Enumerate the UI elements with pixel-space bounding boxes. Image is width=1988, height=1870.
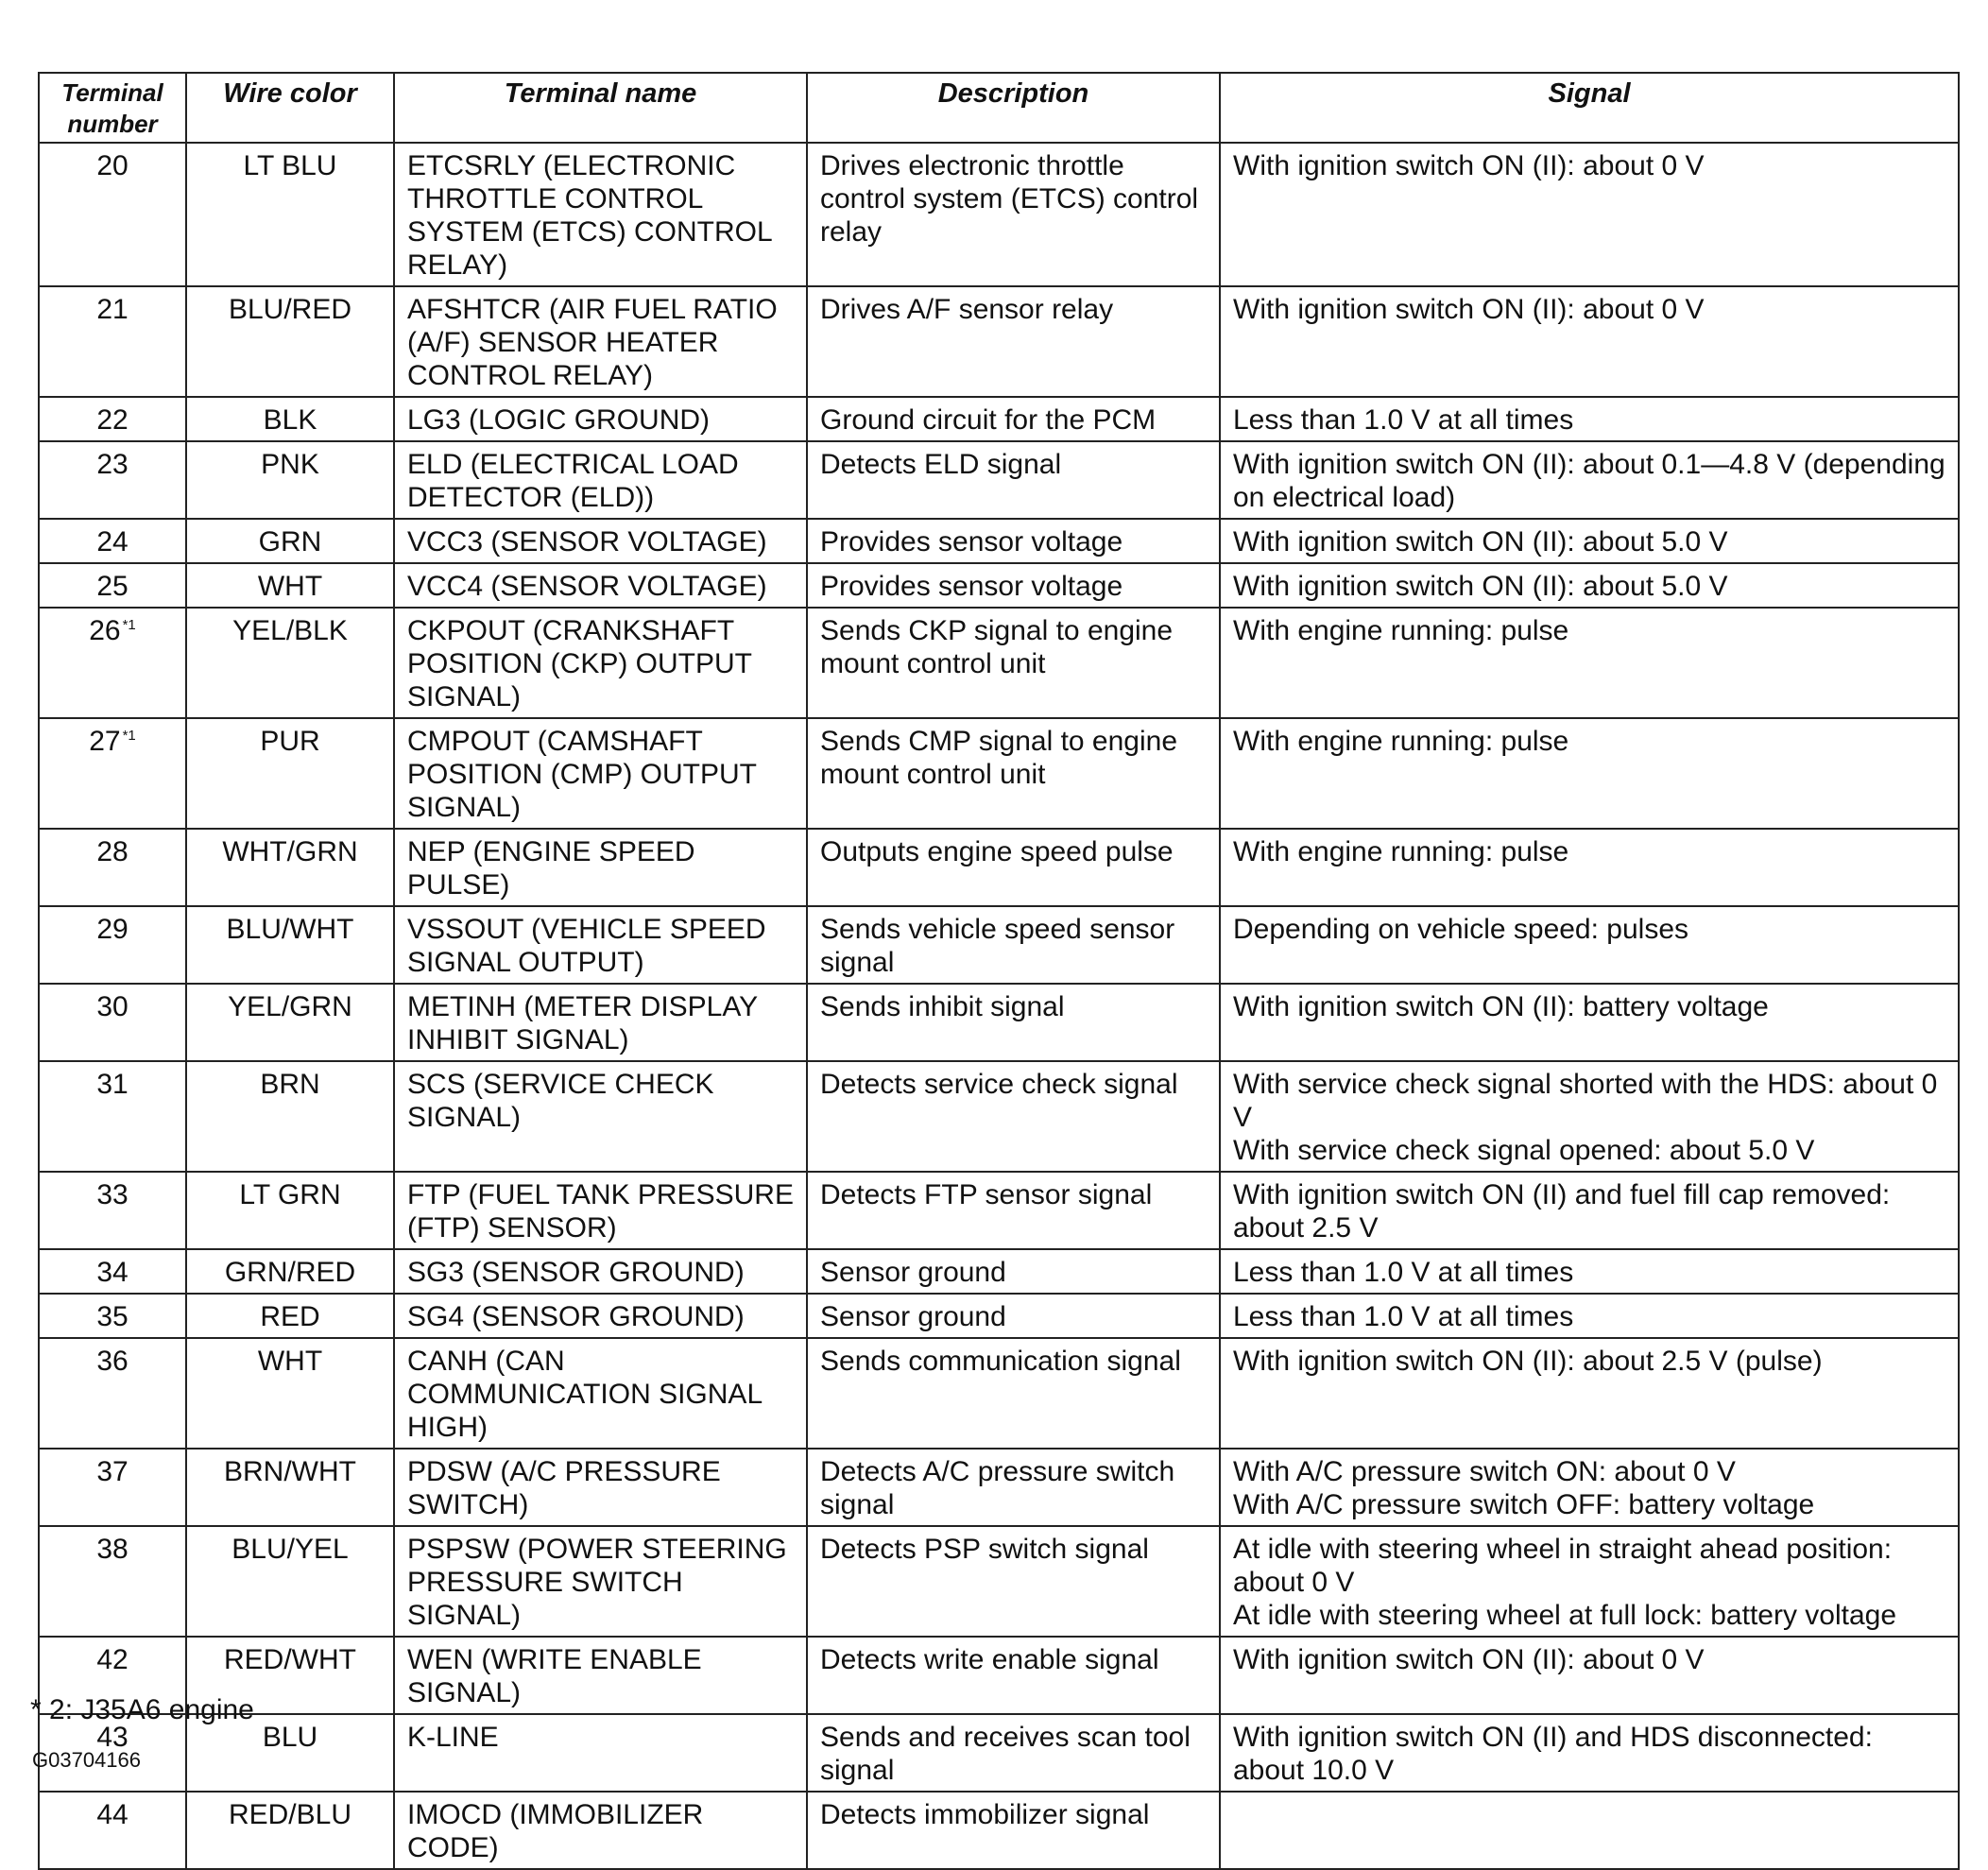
- terminal-number-cell: [39, 143, 186, 286]
- description-cell: Detects FTP sensor signal: [807, 1172, 1220, 1249]
- terminal-number-cell: [39, 441, 186, 519]
- terminal-number: 43: [96, 1722, 129, 1753]
- terminal-number: 28: [96, 836, 129, 867]
- terminal-number: 29: [96, 914, 129, 945]
- terminal-name-cell: CMPOUT (CAMSHAFT POSITION (CMP) OUTPUT SIGNAL): [394, 718, 807, 829]
- terminal-name-cell: VCC4 (SENSOR VOLTAGE): [394, 563, 807, 608]
- terminal-number-cell: [39, 1294, 186, 1338]
- signal-cell: Depending on vehicle speed: pulses: [1220, 906, 1959, 984]
- wire-color-cell: BLU/YEL: [186, 1526, 394, 1637]
- terminal-name-cell: ELD (ELECTRICAL LOAD DETECTOR (ELD)): [394, 441, 807, 519]
- description-cell: Provides sensor voltage: [807, 519, 1220, 563]
- table-row: [39, 1792, 1959, 1869]
- wire-color-cell: GRN: [186, 519, 394, 563]
- table-row: [39, 608, 1959, 718]
- wire-color-cell: BLU/RED: [186, 286, 394, 397]
- table-header-row: [39, 73, 1959, 143]
- terminal-number: 33: [96, 1179, 129, 1210]
- terminal-name-cell: VCC3 (SENSOR VOLTAGE): [394, 519, 807, 563]
- terminal-number: 42: [96, 1644, 129, 1675]
- terminal-number-cell: [39, 563, 186, 608]
- terminal-name-cell: K-LINE: [394, 1714, 807, 1792]
- signal-cell: Less than 1.0 V at all times: [1220, 397, 1959, 441]
- wire-color-cell: BLU/WHT: [186, 906, 394, 984]
- description-cell: Detects PSP switch signal: [807, 1526, 1220, 1637]
- footnote: * 2: J35A6 engine: [30, 1694, 254, 1725]
- description-cell: Outputs engine speed pulse: [807, 829, 1220, 906]
- wire-color-cell: BRN/WHT: [186, 1449, 394, 1526]
- signal-cell: With ignition switch ON (II) and fuel fill cap removed: about 2.5 V: [1220, 1172, 1959, 1249]
- terminal-name-cell: CANH (CAN COMMUNICATION SIGNAL HIGH): [394, 1338, 807, 1449]
- signal-cell: With ignition switch ON (II): about 0 V: [1220, 1637, 1959, 1714]
- description-cell: Sensor ground: [807, 1294, 1220, 1338]
- terminal-number-cell: [39, 906, 186, 984]
- terminal-number: 21: [96, 294, 129, 325]
- terminal-number-cell: [39, 1172, 186, 1249]
- wire-color-cell: PUR: [186, 718, 394, 829]
- header-terminal-number: Terminal number: [39, 73, 186, 143]
- table-row: [39, 1526, 1959, 1637]
- signal-cell: At idle with steering wheel in straight ahead position: about 0 V At idle with steering wheel at full lock: battery voltage: [1220, 1526, 1959, 1637]
- table-row: [39, 1449, 1959, 1526]
- table-row: [39, 718, 1959, 829]
- terminal-number-cell: [39, 1338, 186, 1449]
- terminal-name-cell: FTP (FUEL TANK PRESSURE (FTP) SENSOR): [394, 1172, 807, 1249]
- terminal-name-cell: CKPOUT (CRANKSHAFT POSITION (CKP) OUTPUT SIGNAL): [394, 608, 807, 718]
- terminal-name-cell: LG3 (LOGIC GROUND): [394, 397, 807, 441]
- description-cell: Drives A/F sensor relay: [807, 286, 1220, 397]
- figure-code: G03704166: [32, 1748, 141, 1772]
- wire-color-cell: YEL/BLK: [186, 608, 394, 718]
- signal-cell: With service check signal shorted with the HDS: about 0 V With service check signal opened: about 5.0 V: [1220, 1061, 1959, 1172]
- terminal-name-cell: SCS (SERVICE CHECK SIGNAL): [394, 1061, 807, 1172]
- terminal-number-cell: [39, 829, 186, 906]
- description-cell: Sends inhibit signal: [807, 984, 1220, 1061]
- terminal-name-cell: PDSW (A/C PRESSURE SWITCH): [394, 1449, 807, 1526]
- terminal-name-cell: NEP (ENGINE SPEED PULSE): [394, 829, 807, 906]
- description-cell: Detects A/C pressure switch signal: [807, 1449, 1220, 1526]
- footnote-marker: *1: [122, 617, 136, 633]
- wire-color-cell: LT BLU: [186, 143, 394, 286]
- terminal-name-cell: ETCSRLY (ELECTRONIC THROTTLE CONTROL SYSTEM (ETCS) CONTROL RELAY): [394, 143, 807, 286]
- terminal-number-cell: [39, 1526, 186, 1637]
- terminal-number: 24: [96, 526, 129, 558]
- terminal-number: 27: [89, 726, 121, 757]
- signal-cell: With ignition switch ON (II) and HDS disconnected: about 10.0 V: [1220, 1714, 1959, 1792]
- wire-color-cell: BLU: [186, 1714, 394, 1792]
- wire-color-cell: LT GRN: [186, 1172, 394, 1249]
- description-cell: Sends CMP signal to engine mount control unit: [807, 718, 1220, 829]
- table-row: [39, 1249, 1959, 1294]
- wire-color-cell: BRN: [186, 1061, 394, 1172]
- header-signal: Signal: [1220, 73, 1959, 143]
- terminal-number: 30: [96, 991, 129, 1022]
- description-cell: Drives electronic throttle control system (ETCS) control relay: [807, 143, 1220, 286]
- wire-color-cell: BLK: [186, 397, 394, 441]
- description-cell: Detects ELD signal: [807, 441, 1220, 519]
- terminal-number: 34: [96, 1257, 129, 1288]
- terminal-number: 37: [96, 1456, 129, 1487]
- header-wire-color: Wire color: [186, 73, 394, 143]
- terminal-number-cell: [39, 1792, 186, 1869]
- pinout-sheet: [38, 72, 1958, 1870]
- terminal-number-cell: [39, 1249, 186, 1294]
- signal-cell: With ignition switch ON (II): about 5.0 V: [1220, 563, 1959, 608]
- description-cell: Detects immobilizer signal: [807, 1792, 1220, 1869]
- terminal-number: 26: [89, 615, 121, 646]
- table-row: [39, 1338, 1959, 1449]
- terminal-name-cell: METINH (METER DISPLAY INHIBIT SIGNAL): [394, 984, 807, 1061]
- table-body: [39, 143, 1959, 1869]
- terminal-number: 25: [96, 571, 129, 602]
- terminal-name-cell: IMOCD (IMMOBILIZER CODE): [394, 1792, 807, 1869]
- signal-cell: With ignition switch ON (II): about 0 V: [1220, 286, 1959, 397]
- wire-color-cell: WHT: [186, 563, 394, 608]
- table-row: [39, 397, 1959, 441]
- description-cell: Detects write enable signal: [807, 1637, 1220, 1714]
- terminal-name-cell: PSPSW (POWER STEERING PRESSURE SWITCH SIGNAL): [394, 1526, 807, 1637]
- wire-color-cell: WHT/GRN: [186, 829, 394, 906]
- table-row: [39, 1714, 1959, 1792]
- terminal-name-cell: SG3 (SENSOR GROUND): [394, 1249, 807, 1294]
- terminal-number-cell: [39, 608, 186, 718]
- description-cell: Sensor ground: [807, 1249, 1220, 1294]
- terminal-number: 31: [96, 1069, 129, 1100]
- signal-cell: With ignition switch ON (II): battery voltage: [1220, 984, 1959, 1061]
- wire-color-cell: RED/WHT: [186, 1637, 394, 1714]
- signal-cell: With ignition switch ON (II): about 2.5 V (pulse): [1220, 1338, 1959, 1449]
- signal-cell: With ignition switch ON (II): about 0.1—4.8 V (depending on electrical load): [1220, 441, 1959, 519]
- terminal-number-cell: [39, 397, 186, 441]
- signal-cell: With ignition switch ON (II): about 5.0 V: [1220, 519, 1959, 563]
- description-cell: Ground circuit for the PCM: [807, 397, 1220, 441]
- table-row: [39, 829, 1959, 906]
- table-row: [39, 1061, 1959, 1172]
- terminal-name-cell: AFSHTCR (AIR FUEL RATIO (A/F) SENSOR HEATER CONTROL RELAY): [394, 286, 807, 397]
- table-row: [39, 286, 1959, 397]
- signal-cell: Less than 1.0 V at all times: [1220, 1294, 1959, 1338]
- wire-color-cell: RED: [186, 1294, 394, 1338]
- terminal-number-cell: [39, 984, 186, 1061]
- table-row: [39, 1637, 1959, 1714]
- terminal-number-cell: [39, 519, 186, 563]
- terminal-number: 35: [96, 1301, 129, 1332]
- terminal-number: 22: [96, 404, 129, 436]
- table-row: [39, 984, 1959, 1061]
- table-row: [39, 519, 1959, 563]
- header-description: Description: [807, 73, 1220, 143]
- signal-cell: With engine running: pulse: [1220, 608, 1959, 718]
- signal-cell: With ignition switch ON (II): about 0 V: [1220, 143, 1959, 286]
- description-cell: Provides sensor voltage: [807, 563, 1220, 608]
- pinout-table: [38, 72, 1960, 1870]
- description-cell: Detects service check signal: [807, 1061, 1220, 1172]
- signal-cell: Less than 1.0 V at all times: [1220, 1249, 1959, 1294]
- wire-color-cell: GRN/RED: [186, 1249, 394, 1294]
- table-row: [39, 563, 1959, 608]
- description-cell: Sends and receives scan tool signal: [807, 1714, 1220, 1792]
- table-row: [39, 441, 1959, 519]
- table-row: [39, 1294, 1959, 1338]
- terminal-name-cell: SG4 (SENSOR GROUND): [394, 1294, 807, 1338]
- description-cell: Sends vehicle speed sensor signal: [807, 906, 1220, 984]
- table-row: [39, 906, 1959, 984]
- wire-color-cell: RED/BLU: [186, 1792, 394, 1869]
- wire-color-cell: PNK: [186, 441, 394, 519]
- terminal-number: 36: [96, 1346, 129, 1377]
- terminal-number-cell: [39, 718, 186, 829]
- signal-cell: With engine running: pulse: [1220, 829, 1959, 906]
- signal-cell: [1220, 1792, 1959, 1869]
- terminal-number: 23: [96, 449, 129, 480]
- wire-color-cell: WHT: [186, 1338, 394, 1449]
- wire-color-cell: YEL/GRN: [186, 984, 394, 1061]
- header-terminal-name: Terminal name: [394, 73, 807, 143]
- terminal-number: 44: [96, 1799, 129, 1830]
- signal-cell: With A/C pressure switch ON: about 0 V With A/C pressure switch OFF: battery voltage: [1220, 1449, 1959, 1526]
- terminal-name-cell: WEN (WRITE ENABLE SIGNAL): [394, 1637, 807, 1714]
- signal-cell: With engine running: pulse: [1220, 718, 1959, 829]
- terminal-number-cell: [39, 1061, 186, 1172]
- terminal-name-cell: VSSOUT (VEHICLE SPEED SIGNAL OUTPUT): [394, 906, 807, 984]
- terminal-number-cell: [39, 1449, 186, 1526]
- table-row: [39, 143, 1959, 286]
- terminal-number: 38: [96, 1534, 129, 1565]
- footnote-marker: *1: [122, 728, 136, 744]
- terminal-number: 20: [96, 150, 129, 181]
- terminal-number-cell: [39, 286, 186, 397]
- description-cell: Sends CKP signal to engine mount control unit: [807, 608, 1220, 718]
- description-cell: Sends communication signal: [807, 1338, 1220, 1449]
- table-row: [39, 1172, 1959, 1249]
